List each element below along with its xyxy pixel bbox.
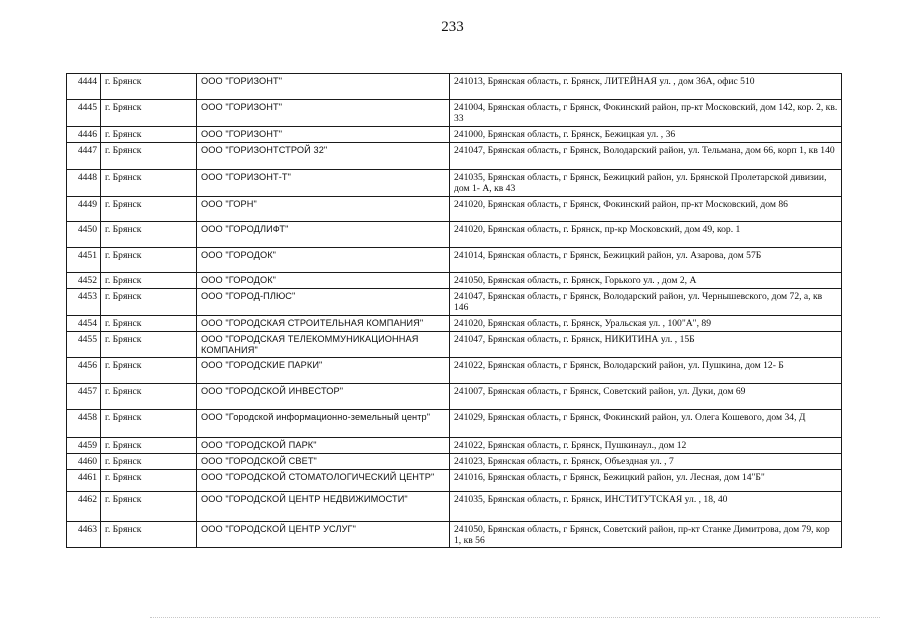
table-row <box>67 332 842 358</box>
row-number: 4459 <box>67 438 101 454</box>
row-number: 4453 <box>67 289 101 316</box>
table-row <box>67 470 842 492</box>
row-address: 241050, Брянская область, г Брянск, Советский район, пр-кт Станке Димитрова, дом 79, кор 1, кв 56 <box>450 522 842 548</box>
row-number: 4454 <box>67 316 101 332</box>
row-org-name: ООО "ГОРОДСКОЙ ИНВЕСТОР" <box>197 384 450 410</box>
row-number: 4450 <box>67 222 101 248</box>
row-number: 4451 <box>67 248 101 273</box>
table-row <box>67 170 842 197</box>
table-row <box>67 248 842 273</box>
row-org-name: ООО "ГОРОДОК" <box>197 273 450 289</box>
row-number: 4460 <box>67 454 101 470</box>
row-city: г. Брянск <box>101 384 197 410</box>
row-org-name: ООО "ГОРОДСКАЯ ТЕЛЕКОММУНИКАЦИОННАЯ КОМПАНИЯ" <box>197 332 450 358</box>
row-org-name: ООО "ГОРОДЛИФТ" <box>197 222 450 248</box>
organization-registry-table <box>66 73 842 548</box>
row-org-name: ООО "ГОРИЗОНТ" <box>197 74 450 100</box>
row-number: 4461 <box>67 470 101 492</box>
table-row <box>67 438 842 454</box>
table-row <box>67 522 842 548</box>
row-city: г. Брянск <box>101 358 197 384</box>
row-number: 4457 <box>67 384 101 410</box>
row-address: 241050, Брянская область, г. Брянск, Горького ул. , дом 2, А <box>450 273 842 289</box>
row-city: г. Брянск <box>101 248 197 273</box>
row-address: 241000, Брянская область, г. Брянск, Бежицкая ул. , 36 <box>450 127 842 143</box>
row-org-name: ООО "ГОРОДСКИЕ ПАРКИ" <box>197 358 450 384</box>
row-address: 241014, Брянская область, г Брянск, Бежицкий район, ул. Азарова, дом 57Б <box>450 248 842 273</box>
row-org-name: ООО "ГОРИЗОНТ-Т" <box>197 170 450 197</box>
row-city: г. Брянск <box>101 316 197 332</box>
table-row <box>67 358 842 384</box>
row-org-name: ООО "ГОРИЗОНТ" <box>197 100 450 127</box>
row-org-name: ООО "ГОРОДСКОЙ СВЕТ" <box>197 454 450 470</box>
row-address: 241007, Брянская область, г Брянск, Советский район, ул. Дуки, дом 69 <box>450 384 842 410</box>
row-city: г. Брянск <box>101 332 197 358</box>
row-number: 4462 <box>67 492 101 522</box>
row-city: г. Брянск <box>101 492 197 522</box>
row-city: г. Брянск <box>101 410 197 438</box>
row-city: г. Брянск <box>101 74 197 100</box>
table-row <box>67 143 842 170</box>
table-row <box>67 316 842 332</box>
row-address: 241047, Брянская область, г Брянск, Володарский район, ул. Чернышевского, дом 72, а, кв 146 <box>450 289 842 316</box>
row-org-name: ООО "ГОРОДОК" <box>197 248 450 273</box>
scan-footer-dotted-line <box>150 617 880 618</box>
table-row <box>67 492 842 522</box>
registry-table-body <box>67 74 842 548</box>
row-org-name: ООО "ГОРОДСКОЙ ЦЕНТР НЕДВИЖИМОСТИ" <box>197 492 450 522</box>
table-row <box>67 273 842 289</box>
table-row <box>67 289 842 316</box>
row-address: 241029, Брянская область, г Брянск, Фокинский район, ул. Олега Кошевого, дом 34, Д <box>450 410 842 438</box>
row-city: г. Брянск <box>101 170 197 197</box>
row-address: 241016, Брянская область, г Брянск, Бежицкий район, ул. Лесная, дом 14"Б" <box>450 470 842 492</box>
row-org-name: ООО "ГОРОДСКОЙ ПАРК" <box>197 438 450 454</box>
row-address: 241023, Брянская область, г. Брянск, Объездная ул. , 7 <box>450 454 842 470</box>
table-row <box>67 384 842 410</box>
row-org-name: ООО "ГОРОД-ПЛЮС" <box>197 289 450 316</box>
row-city: г. Брянск <box>101 522 197 548</box>
row-address: 241013, Брянская область, г. Брянск, ЛИТЕЙНАЯ ул. , дом 36А, офис 510 <box>450 74 842 100</box>
row-city: г. Брянск <box>101 127 197 143</box>
row-number: 4456 <box>67 358 101 384</box>
table-row <box>67 410 842 438</box>
row-number: 4445 <box>67 100 101 127</box>
row-org-name: ООО "ГОРИЗОНТСТРОЙ 32" <box>197 143 450 170</box>
row-org-name: ООО "ГОРОДСКАЯ СТРОИТЕЛЬНАЯ КОМПАНИЯ" <box>197 316 450 332</box>
row-city: г. Брянск <box>101 100 197 127</box>
row-number: 4463 <box>67 522 101 548</box>
row-address: 241035, Брянская область, г Брянск, Бежицкий район, ул. Брянской Пролетарской дивизии, дом 1- А, кв 43 <box>450 170 842 197</box>
row-org-name: ООО "ГОРОДСКОЙ СТОМАТОЛОГИЧЕСКИЙ ЦЕНТР" <box>197 470 450 492</box>
row-address: 241035, Брянская область, г. Брянск, ИНСТИТУТСКАЯ ул. , 18, 40 <box>450 492 842 522</box>
row-address: 241020, Брянская область, г Брянск, Фокинский район, пр-кт Московский, дом 86 <box>450 197 842 222</box>
row-city: г. Брянск <box>101 197 197 222</box>
row-number: 4444 <box>67 74 101 100</box>
table-row <box>67 100 842 127</box>
row-city: г. Брянск <box>101 222 197 248</box>
row-address: 241020, Брянская область, г. Брянск, пр-кр Московский, дом 49, кор. 1 <box>450 222 842 248</box>
row-number: 4455 <box>67 332 101 358</box>
row-org-name: ООО "ГОРИЗОНТ" <box>197 127 450 143</box>
row-number: 4447 <box>67 143 101 170</box>
row-city: г. Брянск <box>101 470 197 492</box>
row-address: 241022, Брянская область, г. Брянск, Пушкинаул., дом 12 <box>450 438 842 454</box>
table-row <box>67 74 842 100</box>
row-city: г. Брянск <box>101 143 197 170</box>
table-row <box>67 222 842 248</box>
row-city: г. Брянск <box>101 454 197 470</box>
row-city: г. Брянск <box>101 438 197 454</box>
table-row <box>67 454 842 470</box>
row-address: 241004, Брянская область, г Брянск, Фокинский район, пр-кт Московский, дом 142, кор. 2, кв. 33 <box>450 100 842 127</box>
row-org-name: ООО "ГОРН" <box>197 197 450 222</box>
row-address: 241047, Брянская область, г Брянск, Володарский район, ул. Тельмана, дом 66, корп 1, кв 140 <box>450 143 842 170</box>
table-row <box>67 127 842 143</box>
row-number: 4446 <box>67 127 101 143</box>
row-number: 4448 <box>67 170 101 197</box>
row-address: 241020, Брянская область, г. Брянск, Уральская ул. , 100"А", 89 <box>450 316 842 332</box>
row-org-name: ООО "ГОРОДСКОЙ ЦЕНТР УСЛУГ" <box>197 522 450 548</box>
table-row <box>67 197 842 222</box>
row-address: 241047, Брянская область, г. Брянск, НИКИТИНА ул. , 15Б <box>450 332 842 358</box>
row-number: 4458 <box>67 410 101 438</box>
row-city: г. Брянск <box>101 289 197 316</box>
row-address: 241022, Брянская область, г Брянск, Володарский район, ул. Пушкина, дом 12- Б <box>450 358 842 384</box>
row-city: г. Брянск <box>101 273 197 289</box>
row-org-name: ООО "Городской информационно-земельный центр" <box>197 410 450 438</box>
row-number: 4449 <box>67 197 101 222</box>
row-number: 4452 <box>67 273 101 289</box>
page-number: 233 <box>441 19 464 35</box>
